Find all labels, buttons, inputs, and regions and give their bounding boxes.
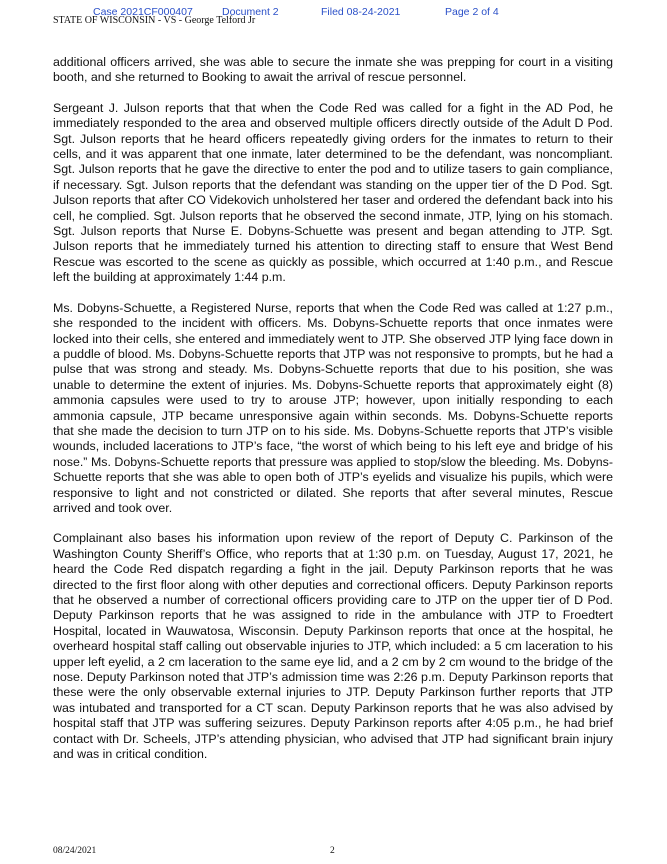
footer-page-number: 2 [330,846,335,856]
paragraph: additional officers arrived, she was able to secure the inmate she was prepping for court in a visiting booth, and she returned to Booking to await the arrival of rescue personnel. [53,55,613,85]
case-caption: STATE OF WISCONSIN - VS - George Telford Jr [53,15,256,26]
filed-date-stamp: Filed 08-24-2021 [321,6,401,18]
paragraph: Complainant also bases his information upon review of the report of Deputy C. Parkinson of the Washington County Sheriff’s Office, who reports that at 1:30 p.m. on Tuesday, August 17, 2021, he heard the Code Red dispatch regarding a fight in the jail. Deputy Parkinson reports that he was directed to the first floor along with other deputies and correctional officers. Deputy Parkinson reports that he observed a number of correctional officers providing care to JTP on the upper tier of D Pod. Deputy Parkinson reports that he was assigned to ride in the ambulance with JTP to Froedtert Hospital, located in Wauwatosa, Wisconsin. Deputy Parkinson reports that once at the hospital, he overheard hospital staff calling out observable injuries to JTP, which included: a 5 cm laceration to his upper left eyelid, a 2 cm laceration to the same eye lid, and a 2 cm by 2 cm wound to the bridge of the nose. Deputy Parkinson noted that JTP’s admission time was 2:26 p.m. Deputy Parkinson reports that these were the only observable external injuries to JTP. Deputy Parkinson further reports that JTP was intubated and transported for a CT scan. Deputy Parkinson reports that he was also advised by hospital staff that JTP was suffering seizures. Deputy Parkinson reports after 4:05 p.m., he had brief contact with Dr. Scheels, JTP’s attending physician, who advised that JTP had significant brain injury and was in critical condition. [53,531,613,762]
page-count-stamp: Page 2 of 4 [445,6,499,18]
case-number-stamp: Case 2021CF000407 [93,6,193,18]
footer-date: 08/24/2021 [53,846,97,856]
paragraph: Ms. Dobyns-Schuette, a Registered Nurse, reports that when the Code Red was called at 1:27 p.m., she responded to the incident with officers. Ms. Dobyns-Schuette reports that once inmates were locked into their cells, she entered and immediately went to JTP. She observed JTP lying face down in a puddle of blood. Ms. Dobyns-Schuette reports that JTP was not responsive to prompts, but he had a pulse that was strong and steady. Ms. Dobyns-Schuette reports that due to his position, she was unable to determine the extent of injuries. Ms. Dobyns-Schuette reports that approximately eight (8) ammonia capsules were used to try to arouse JTP; however, upon initially responding to each ammonia capsule, JTP became unresponsive again within seconds. Ms. Dobyns-Schuette reports that she made the decision to turn JTP on to his side. Ms. Dobyns-Schuette reports that JTP’s visible wounds, included lacerations to JTP’s face, “the worst of which being to his left eye and bridge of his nose.” Ms. Dobyns-Schuette reports that pressure was applied to stop/slow the bleeding. Ms. Dobyns-Schuette reports that she was able to open both of JTP’s eyelids and visualize his pupils, which were responsive to light and not constricted or dilated. She reports that after several minutes, Rescue arrived and took over. [53,300,613,515]
document-body [53,55,613,777]
document-number-stamp: Document 2 [222,6,279,18]
paragraph: Sergeant J. Julson reports that that when the Code Red was called for a fight in the AD Pod, he immediately responded to the area and observed multiple officers directly outside of the Adult D Pod. Sgt. Julson reports that he heard officers repeatedly giving orders for the inmates to return to their cells, and it was apparent that one inmate, later determined to be the defendant, was noncompliant. Sgt. Julson reports that he gave the directive to enter the pod and to utilize tasers to gain compliance, if necessary. Sgt. Julson reports that the defendant was standing on the upper tier of the D Pod. Sgt. Julson reports that after CO Videkovich unholstered her taser and ordered the defendant back into his cell, he complied. Sgt. Julson reports that he observed the second inmate, JTP, lying on his stomach. Sgt. Julson reports that Nurse E. Dobyns-Schuette was present and began attending to JTP. Sgt. Julson reports that he immediately turned his attention to directing staff to ensure that West Bend Rescue was escorted to the scene as quickly as possible, which occurred at 1:40 p.m., and Rescue left the building at approximately 1:44 p.m. [53,100,613,285]
